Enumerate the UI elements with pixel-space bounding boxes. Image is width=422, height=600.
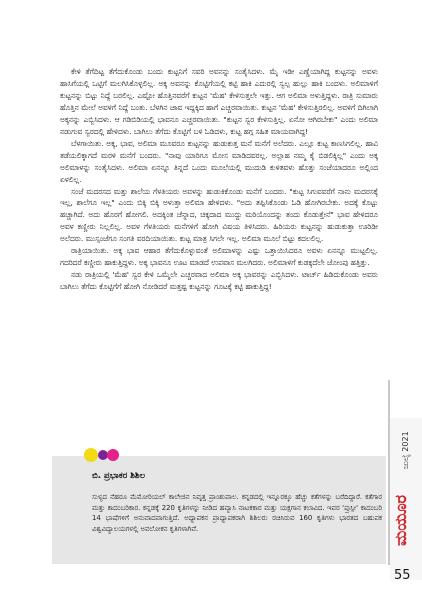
story-paragraph: ನಡು ರಾತ್ರಿಯಲ್ಲಿ 'ಮೆಹ' ಸ್ವರ ಕೇಳಿ ಒಮ್ಮೆಲೇ ಎಚ್ಚರವಾದ ಅಲಿಮಾ ಅಕ್ಕ ಭಾವರನ್ನು ಎಬ್ಬಿಸಿದಳು. ಟಾರ್ಚ್ ಹಿಡಿದುಕೊಂಡು ಅವರು ಬಾಗಿಲು ತೆಗೆದು ಕೊಟ್ಟಿಗೆಗೆ ಹೋಗಿ ನೋಡಿದರೆ ಮತ್ತಷ್ಟ ಕುಟ್ಟನನ್ನು ಗೂಟಕ್ಕೆ ಕಟ್ಟಿ ಹಾಕುತ್ತಿದ್ದ! (60, 270, 378, 292)
author-name: ಬಿ. ಪ್ರಭಾಕರ ಶಿಶಿಲ (92, 471, 146, 481)
author-bio-box (52, 456, 386, 564)
issue-date: ಜುಲೈ 2021 (401, 431, 410, 469)
magazine-name: ಮಯೂರ (391, 494, 410, 546)
story-paragraph: ಬೆಳಗಾಯಿತು. ಅಕ್ಕ, ಭಾವ, ಅಲಿಮಾ ಮೂವರೂ ಕುಟ್ಟನನ್ನು ಹುಡುಕುತ್ತ ಮನೆ ಮನೆಗೆ ಅಲೆದರು. ಎಲ್ಲೂ ಕುಟ್ಟ ಕಾಣಸಿಗಲಿಲ್ಲ. ಹಾವಿ ತಡೆಯಲಿಕ್ಕಾಗದೆ ಮರಳಿ ಮನೆಗೆ ಬಂದರು. "ನಾವು ಯಾರಿಗೂ ಮೋಸ ಮಾಡಿದವರಲ್ಲ. ಅಲ್ಲಾಹ ನಮ್ಮ ಕೈ ಬಿಡಲಿಕ್ಕಿಲ್ಲ" ಎಂದು ಅಕ್ಕ ಅಲಿಮಾಳನ್ನು ಸಂತೈಸಿದಳು. ಅಲಿಮಾ ಏನನ್ನೂ ತಿನ್ನದೆ ಒಂದು ಮೂಲೆಯಲ್ಲಿ ಮುದುಡಿ ಕುಳಿತವಳು ಹೊತ್ತು ಸಂಜೆಯಾದರೂ ಅಲ್ಲಿಂದ ಏಳಲಿಲ್ಲ. (60, 138, 378, 184)
story-paragraph: ರಾತ್ರಿಯಾಯಿತು. ಅಕ್ಕ ಭಾವ ಆಹಾರ ತೆಗೆದುಕೊಳ್ಳುವಂತೆ ಅಲಿಮಾಳನ್ನು ಎಷ್ಟು ಒತ್ತಾಯಿಸಿದರೂ ಅವಳು ಏನನ್ನೂ ಮುಟ್ಟಲಿಲ್ಲ. ಗದರಿದರೆ ಕಣ್ಣೀರು ಹಾಕುತ್ತಿದ್ದಳು. ಅಕ್ಕ ಭಾವನೂ ಊಟ ಮಾಡದೆ ಉಪವಾಸ ಮಲಗಿದರು. ಅಲಿಮಾಳಿಗೆ ಕುಡಕ್ಕದೆಲೇ ಜೋಂಪು ಹತ್ತಿತ್ತು. (60, 246, 378, 268)
story-paragraph: ಕೇಳಿ ತೆಗೆದಿಟ್ಟ ತೆಗೆದುಕೊಂಡು ಬಂದು ಕುಟ್ಟನಿಗೆ ಸವರಿ ಅವನನ್ನು ಸಂತೈಸಿದಳು. ಮೈ ಇಡೀ ಎಣ್ಣೆಯಾಗಿದ್ದ ಕುಟ್ಟನನ್ನು ಅವಳು ಹಾಸಿಗೆಯಲ್ಲಿ ಒಟ್ಟಿಗೆ ಮಲಗಿಸಿಕೊಳ್ಳಲಿಲ್ಲ. ಅಕ್ಕ ಅವನನ್ನು ಕೊಟ್ಟಿಗೆಯಲ್ಲಿ ಕಟ್ಟಿ ಹಾಕಿ ಎದುರಲ್ಲಿ ಸ್ವಲ್ಪ ಹುಲ್ಲು ಹಾಕಿ ಬಂದಳು. ಅಲಿಮಾಳಿಗೆ ಕುಟ್ಟನನ್ನು ಬಿಟ್ಟು ನಿದ್ದೆ ಬರಲಿಲ್ಲ. ಎಷ್ಟೋ ಹೊತ್ತಿನವರೆಗೆ ಕುಟ್ಟನ 'ಮೆಹ' ಕೇಳಿಸುತ್ತಲೇ ಇತ್ತು. ಆಗ ಅಲಿಮಾ ಅಳುತ್ತಿದ್ದಳು. ರಾತ್ರಿ ಸುಮಾರು ಹೊತ್ತಿನ ಮೇಲೆ ಅವಳಿಗೆ ನಿದ್ದೆ ಬಂತು. ಬೆಳಗಿನ ಜಾವ ಇದ್ದಕ್ಕಿದ ಹಾಗೆ ಎಚ್ಚರವಾಯಿತು. ಕುಟ್ಟನ 'ಮೆಹ' ಕೇಳಿಸುತ್ತಿರಲಿಲ್ಲ. ಅವಳಿಗೆ ದಿಗಿಲಾಗಿ ಅಕ್ಕನನ್ನು ಎಬ್ಬಿಸಿದಳು. ಆ ಗಡಿಬಿಡಿಯಲ್ಲಿ ಭಾವನೂ ಎಚ್ಚರವಾಯಿತು. "ಕುಟ್ಟನ ಸ್ವರ ಕೇಳಿಸುತ್ತಿಲ್ಲ. ಏನೋ ಆಗಿರಬೇಕು" ಎಂದು ಅಲಿಮಾ ನಡುಗುವ ಸ್ವರದಲ್ಲಿ ಹೇಳಿದಳು. ಬಾಗಿಲು ತೆಗೆದು ಕೊಟ್ಟಿಗೆ ಬಳಿ ಓಡಿದಳು, ಕುಟ್ಟ ಹಗ್ಗ ಸಹಿತ ಮಾಯವಾಗಿದ್ದ! (60, 67, 378, 136)
page-number: 55 (394, 568, 411, 583)
decorative-yellow-dot (84, 448, 98, 462)
story-paragraph: ಸಂಜೆ ಮದರಸದ ಮತ್ತು ಶಾಲೆಯ ಗೆಳತಿಯರು ಅವಳನ್ನು ಹುಡುಕಿಕೊಂಡು ಮನೆಗೆ ಬಂದರು. "ಕುಟ್ಟ ಸಿಗುವವರೆಗೆ ನಾನು ಮದರಸಕ್ಕೆ ಇಲ್ಲ, ಶಾಲೆಗೂ ಇಲ್ಲ" ಎಂದು ಬಿಕ್ಕಿ ಬಿಕ್ಕಿ ಅಳುತ್ತಾ ಅಲಿಮಾ ಹೇಳಿದಳು. "ಅದು ತಪ್ಪಿಸಿಕೊಂಡು ಓಡಿ ಹೋಗಿರಬೇಕು. ಅದಕ್ಕೆ ಕೊಟ್ಟು ಹಚ್ಚಾಗಿದೆ. ಅದು ಹೊರಗೆ ಹೋಗಲಿ. ಅದಕ್ಕಿಂತ ಚೆನ್ನಾದ, ಚಿಕ್ಕದಾದ ಮುದ್ದು ಮರಿಯೊಂದನ್ನು ತಂದು ಕೊಡುತ್ತೇನೆ" ಭಾವ ಹೇಳಿದರೂ ಅವಳ ಕಣ್ಣೀರು ನಿಲ್ಲಲಿಲ್ಲ. ಅವಳ ಗೆಳತಿಯರು ಮನೆಗಳಿಗೆ ಹೋಗಿ ವಿಷಯ ತಿಳಿಸಿದರು. ಹಿರಿಯರು ಕುಟ್ಟನನ್ನು ಹುಡುಕುತ್ತಾ ಊರಿಡೀ ಅಲೆದರು. ಮುಸ್ಸಂಜೆಗೂ ಸಂಗತಿ ವರದಿಯಾಯಿತು. ಕುಟ್ಟ ಮಾತ್ರ ಸಿಗಲೇ ಇಲ್ಲ. ಅಲಿಮಾ ಮೂಲೆ ಬಿಟ್ಟು ಕದಲಲಿಲ್ಲ. (60, 186, 378, 244)
decorative-pink-dot (107, 449, 119, 461)
author-bio: ಸುಳ್ಯದ ನೆಹರೂ ಮೆಮೋರಿಯಲ್ ಕಾಲೇಜಿನ ನಿವೃತ್ತ ಪ್ರಾಂಶುಪಾಲ. ಕನ್ನಡದಲ್ಲಿ ಇನ್ನೂರಕ್ಕೂ ಹೆಚ್ಚು ಕತೆಗಳನ್ನು ಬರೆದಿದ್ದಾರೆ. ಕತೆಗಾರ ಮತ್ತು ಕಾದಂಬರಿಕಾರ. ಕನ್ನಡಕ್ಕೆ 220 ಕೃತಿಗಳನ್ನು ನೀಡಿದ ಹವ್ಯಾಸಿ ನಾಟಕಕಾರ ಮತ್ತು ಯಕ್ಷಗಾನ ಕಲಾವಿದ. ಇವರ 'ಪ್ರುಸ್ಪೀ' ಕಾದಂಬರಿ 14 ಭಾಷೆಗಳಿಗೆ ಅನುವಾದವಾಗುತ್ತಿದೆ. ಅಧ್ಯಾಪಕನ ಪ್ರಾಧ್ಯಾಪಕರಾಗಿ ಶಿಶಿಲರು ರಚಿಸಿರುವ 160 ಕೃತಿಗಳು ಭಾರತದ ಬಹುಪಕ ವಿಶ್ವವಿದ್ಯಾಲಯಗಳಲ್ಲಿ ಅವಲೋಕನ ಕೃತಿಗಳಾಗಿವೆ. (92, 493, 382, 533)
story-body (60, 66, 378, 293)
